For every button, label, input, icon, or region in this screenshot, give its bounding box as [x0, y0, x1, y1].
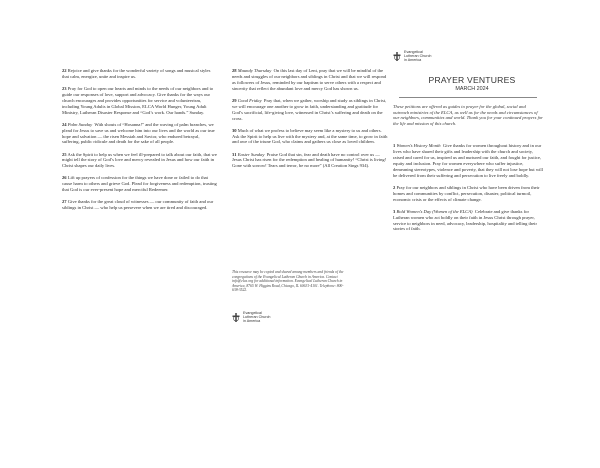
logo-line-2: Lutheran Church: [404, 54, 432, 59]
prayer-entry: 23 Pray for God to open our hearts and minds to the needs of our neighbors and to guide our responses of love, support and advocacy. Give thanks for the ways our church encourages and provides opportunities for service and volunteerism, including Young Adults in Global Mission, ELCA World Hunger, Young Adult Ministry, Lutheran Disaster Response and “God’s work. Our hands.” Sunday.: [62, 86, 214, 115]
logo-line-1: Evangelical: [243, 311, 262, 315]
column-left: [62, 68, 218, 468]
divider: [399, 97, 537, 98]
elca-logo-bottom: [232, 311, 270, 324]
prayer-entry: 29 Good Friday Pray that, when we gather, worship and study as siblings in Christ, we will encourage one another to grow in faith, understanding and gratitude for God’s sacrificial, life-giving love, witnessed in Christ’s suffering and death on the cross.: [232, 97, 387, 121]
column-right: [393, 50, 543, 450]
prayer-entry: 2 Pray for our neighbors and siblings in Christ who have been driven from their homes and communities by conflict, persecution, disaster, political turmoil, economic crisis or the effects of climate change.: [393, 184, 540, 202]
logo-line-2: Lutheran Church: [243, 315, 271, 320]
prayer-entry: 22 Rejoice and give thanks for the wonderful variety of songs and musical styles that calm, energize, unite and inspire us.: [62, 68, 211, 79]
cross-logo-icon: [232, 313, 240, 322]
column-middle: [232, 68, 388, 468]
prayer-entry: 31 Easter Sunday Praise God that sin, fear and death have no control over us — Jesus Christ has risen for the redemption and healing of humanity! “Christ is living! Gone with sorrow! Tears and terror, be no more” (All Creation Sings 934).: [232, 151, 387, 169]
prayer-entry: 1 Women’s History Month Give thanks for women throughout history and in our lives who have shared their gifts and leadership with the church and society, raised and cared for us, inspired us and nurtured our faith, and fought for justice, equity and inclusion. Pray for women everywhere who suffer injustice, demeaning stereotypes, violence and poverty, that they will not lose hope but will be delivered from their suffering and persecution to live freely and boldly.: [393, 143, 543, 178]
page-title: PRAYER VENTURES: [428, 74, 516, 85]
cross-logo-icon: [393, 52, 401, 61]
prayer-entry: 25 Ask the Spirit to help us when we feel ill-prepared to talk about our faith, that we might tell the story of God’s love and mercy revealed in Jesus and how our faith in Christ shapes our daily lives.: [62, 151, 217, 169]
elca-logo-top: [393, 50, 543, 63]
copyright-notice: This resource may be copied and shared among members and friends of the congregations of the Evangelical Lutheran Church in America. Contact info@elca.org for additional information. Evangelical Lutheran Church in America, 8765 W. Higgins Road, Chicago, IL 60631-4101. Telephone: 800-638-3522.: [232, 270, 344, 292]
prayer-entry: 3 Bold Women’s Day (Women of the ELCA) Celebrate and give thanks for Lutheran women who act boldly on their faith in Jesus Christ through prayer, service to neighbors in need, advocacy, leadership, hospitality and telling their stories of faith.: [393, 208, 537, 232]
prayer-entry: 30 Much of what we profess to believe may seem like a mystery to us and others. Ask the Spirit to help us live with the mystery and, at the same time, to grow in faith and awe of the triune God, who claims and gathers us close as loved children.: [232, 127, 388, 145]
page-subtitle: MARCH 2024: [455, 85, 489, 92]
intro-text: These petitions are offered as guides to prayer for the global, social and outreach ministries of the ELCA, as well as for the needs and circumstances of our neighbors, communities and world. Thank you for your continued prayers for the life and mission of this church.: [393, 103, 543, 127]
prayer-entry: 24 Palm Sunday With shouts of “Hosanna!” and the waving of palm branches, we plead for Jesus to save us and welcome him into our lives and the world as our true hope and salvation — the risen Messiah and Savior, who endured betrayal, suffering, public ridicule and death for the sake of all people.: [62, 121, 215, 145]
prayer-entry: 26 Lift up prayers of confession for the things we have done or failed to do that cause harm to others and grieve God. Plead for forgiveness and redemption, trusting that God is our ever-present hope and merciful Redeemer.: [62, 175, 217, 193]
logo-line-3: in America: [243, 319, 261, 324]
prayer-entry: 27 Give thanks for the great cloud of witnesses — our community of faith and our siblings in Christ — who help us persevere when we are tired and discouraged.: [62, 199, 214, 211]
logo-line-1: Evangelical: [404, 50, 423, 54]
prayer-entry: 28 Maundy Thursday On this last day of Lent, pray that we will be mindful of the needs and struggles of our neighbors and siblings in Christ and that we will respond as followers of Jesus, reminded by our baptism to serve others with a respect and sincerity that reflect the abundant love and mercy God has shown us.: [232, 68, 387, 91]
logo-line-3: in America: [404, 58, 422, 63]
